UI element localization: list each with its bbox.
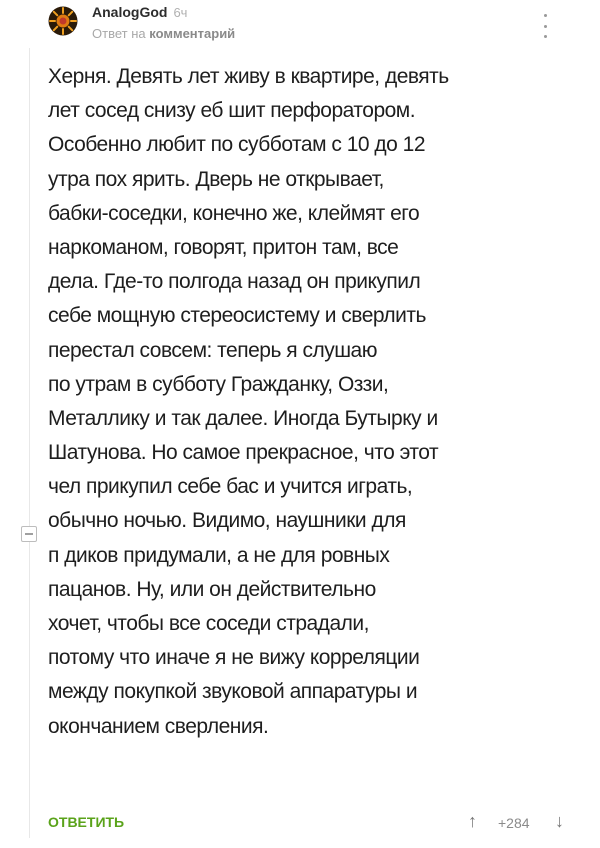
thread-guide-line[interactable]	[29, 48, 30, 838]
author-name[interactable]: AnalogGod	[92, 4, 168, 20]
comment-line: окончанием сверления.	[48, 714, 269, 738]
reply-to-prefix: Ответ на	[92, 26, 146, 41]
comment-line: п диков придумали, а не для ровных	[48, 543, 390, 567]
comment-line: Шатунова. Но самое прекрасное, что этот	[48, 441, 439, 465]
comment-header	[48, 4, 568, 46]
comment-line: дела. Где-то полгода назад он прикупил	[48, 270, 421, 294]
reply-to-line	[92, 26, 235, 41]
comment-line: лет сосед снизу еб шит перфоратором.	[48, 99, 416, 123]
avatar-sun-icon	[48, 6, 78, 36]
comment-line: потому что иначе я не вижу корреляции	[48, 646, 420, 670]
comment-line: Особенно любит по субботам с 10 до 12	[48, 133, 426, 157]
comment-line: пацанов. Ну, или он действительно	[48, 577, 376, 601]
author-line	[92, 4, 187, 20]
comment-line: по утрам в субботу Гражданку, Оззи,	[48, 372, 389, 396]
comment-line: бабки-соседки, конечно же, клеймят его	[48, 201, 420, 225]
vote-down-arrow-icon[interactable]: ↓	[555, 811, 564, 831]
comment-line: Металлику и так далее. Иногда Бутырку и	[48, 406, 438, 430]
comment-line: хочет, чтобы все соседи страдали,	[48, 612, 369, 635]
comment-line: себе мощную стереосистему и сверлить	[48, 304, 426, 328]
comment-line: наркоманом, говорят, притон там, все	[48, 235, 399, 259]
reply-to-target-link[interactable]: комментарий	[149, 26, 236, 41]
comment-line: перестал совсем: теперь я слушаю	[48, 338, 377, 362]
collapse-thread-icon[interactable]	[21, 526, 37, 542]
more-vertical-icon[interactable]	[540, 14, 550, 38]
comment-line: Херня. Девять лет живу в квартире, девять	[48, 65, 449, 88]
comment-rating: +284	[498, 815, 530, 831]
comment-line: обычно ночью. Видимо, наушники для	[48, 509, 406, 533]
vote-up-arrow-icon[interactable]: ↑	[468, 811, 477, 831]
comment-body	[48, 60, 576, 744]
reply-button[interactable]: ОТВЕТИТЬ	[48, 814, 125, 830]
comment-footer	[48, 811, 580, 840]
comment-line: между покупкой звуковой аппаратуры и	[48, 680, 418, 704]
comment-line: чел прикупил себе бас и учится играть,	[48, 475, 413, 499]
comment-time: 6ч	[173, 5, 188, 20]
comment-line: утра пох ярить. Дверь не открывает,	[48, 167, 384, 191]
avatar[interactable]	[48, 6, 78, 36]
